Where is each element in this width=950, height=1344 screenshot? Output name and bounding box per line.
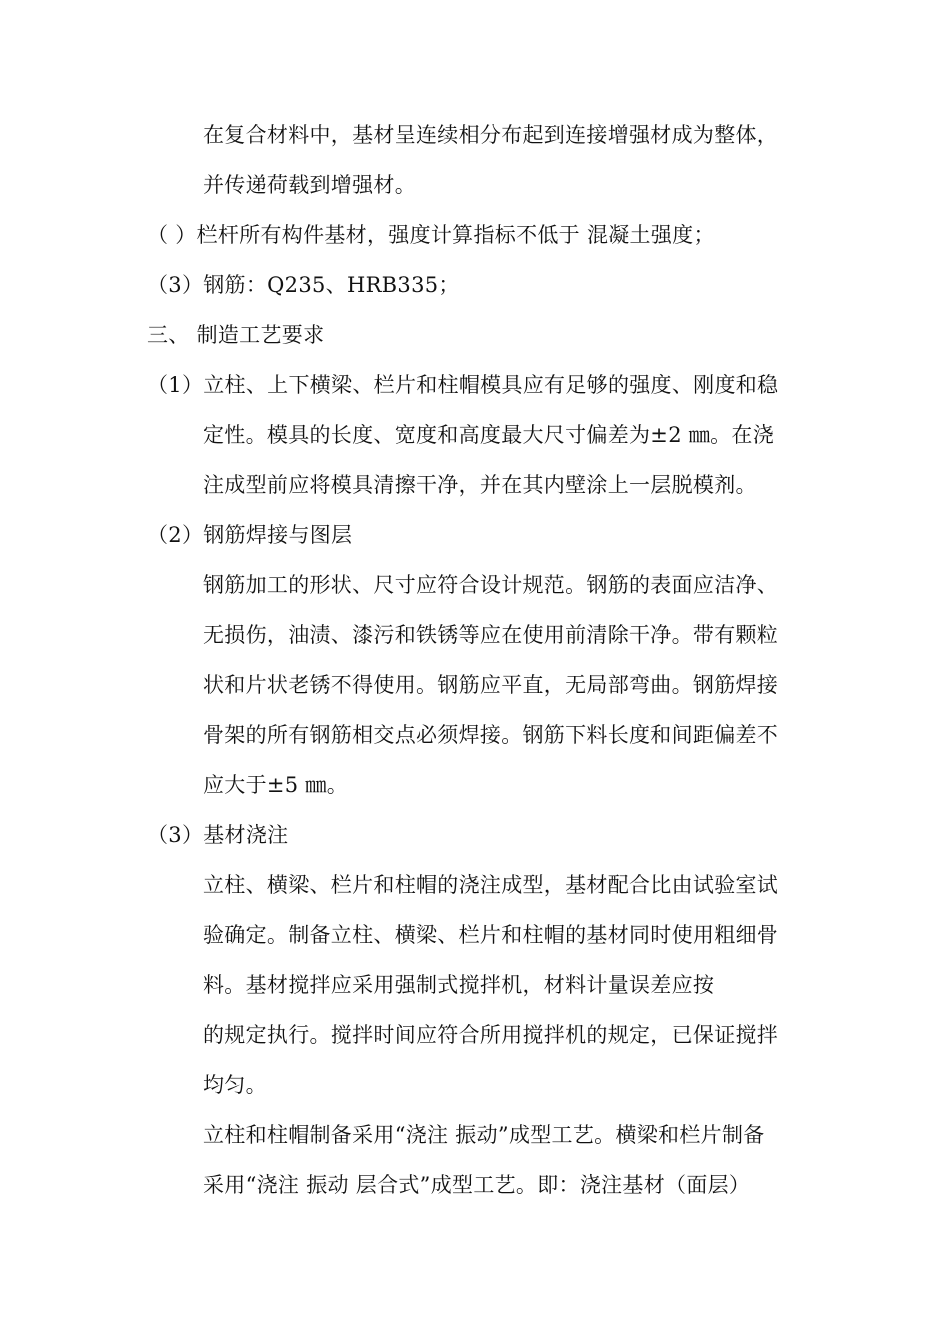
text-line: 在复合材料中，基材呈连续相分布起到连接增强材成为整体， <box>203 123 779 147</box>
list-item: （2）钢筋焊接与图层 <box>147 523 353 547</box>
list-item: （ ）栏杆所有构件基材，强度计算指标不低于 混凝土强度； <box>147 223 715 247</box>
text-line: 骨架的所有钢筋相交点必须焊接。钢筋下料长度和间距偏差不 <box>203 723 779 747</box>
list-item: （3）基材浇注 <box>147 823 289 847</box>
text-line: 应大于±5 ㎜。 <box>203 773 349 797</box>
text-line: 无损伤，油渍、漆污和铁锈等应在使用前清除干净。带有颗粒 <box>203 623 779 647</box>
text-line: 并传递荷载到增强材。 <box>203 173 416 197</box>
text-line: 均匀。 <box>203 1073 267 1097</box>
list-item: （3）钢筋：Q235、HRB335； <box>147 273 460 297</box>
list-item: （1）立柱、上下横梁、栏片和柱帽模具应有足够的强度、刚度和稳 <box>147 373 779 397</box>
text-line: 验确定。制备立柱、横梁、栏片和柱帽的基材同时使用粗细骨 <box>203 923 779 947</box>
text-line: 状和片状老锈不得使用。钢筋应平直，无局部弯曲。钢筋焊接 <box>203 673 779 697</box>
text-line: 立柱和柱帽制备采用“浇注 振动”成型工艺。横梁和栏片制备 <box>203 1123 765 1147</box>
text-line: 采用“浇注 振动 层合式”成型工艺。即：浇注基材（面层） <box>203 1173 751 1197</box>
section-heading: 三、 制造工艺要求 <box>147 323 325 347</box>
text-line: 定性。模具的长度、宽度和高度最大尺寸偏差为±2 ㎜。在浇 <box>203 423 775 447</box>
text-line: 料。基材搅拌应采用强制式搅拌机，材料计量误差应按 <box>203 973 715 997</box>
text-line: 注成型前应将模具清擦干净，并在其内壁涂上一层脱模剂。 <box>203 473 757 497</box>
text-line: 钢筋加工的形状、尺寸应符合设计规范。钢筋的表面应洁净、 <box>203 573 779 597</box>
text-line: 的规定执行。搅拌时间应符合所用搅拌机的规定，已保证搅拌 <box>203 1023 779 1047</box>
text-line: 立柱、横梁、栏片和柱帽的浇注成型，基材配合比由试验室试 <box>203 873 779 897</box>
